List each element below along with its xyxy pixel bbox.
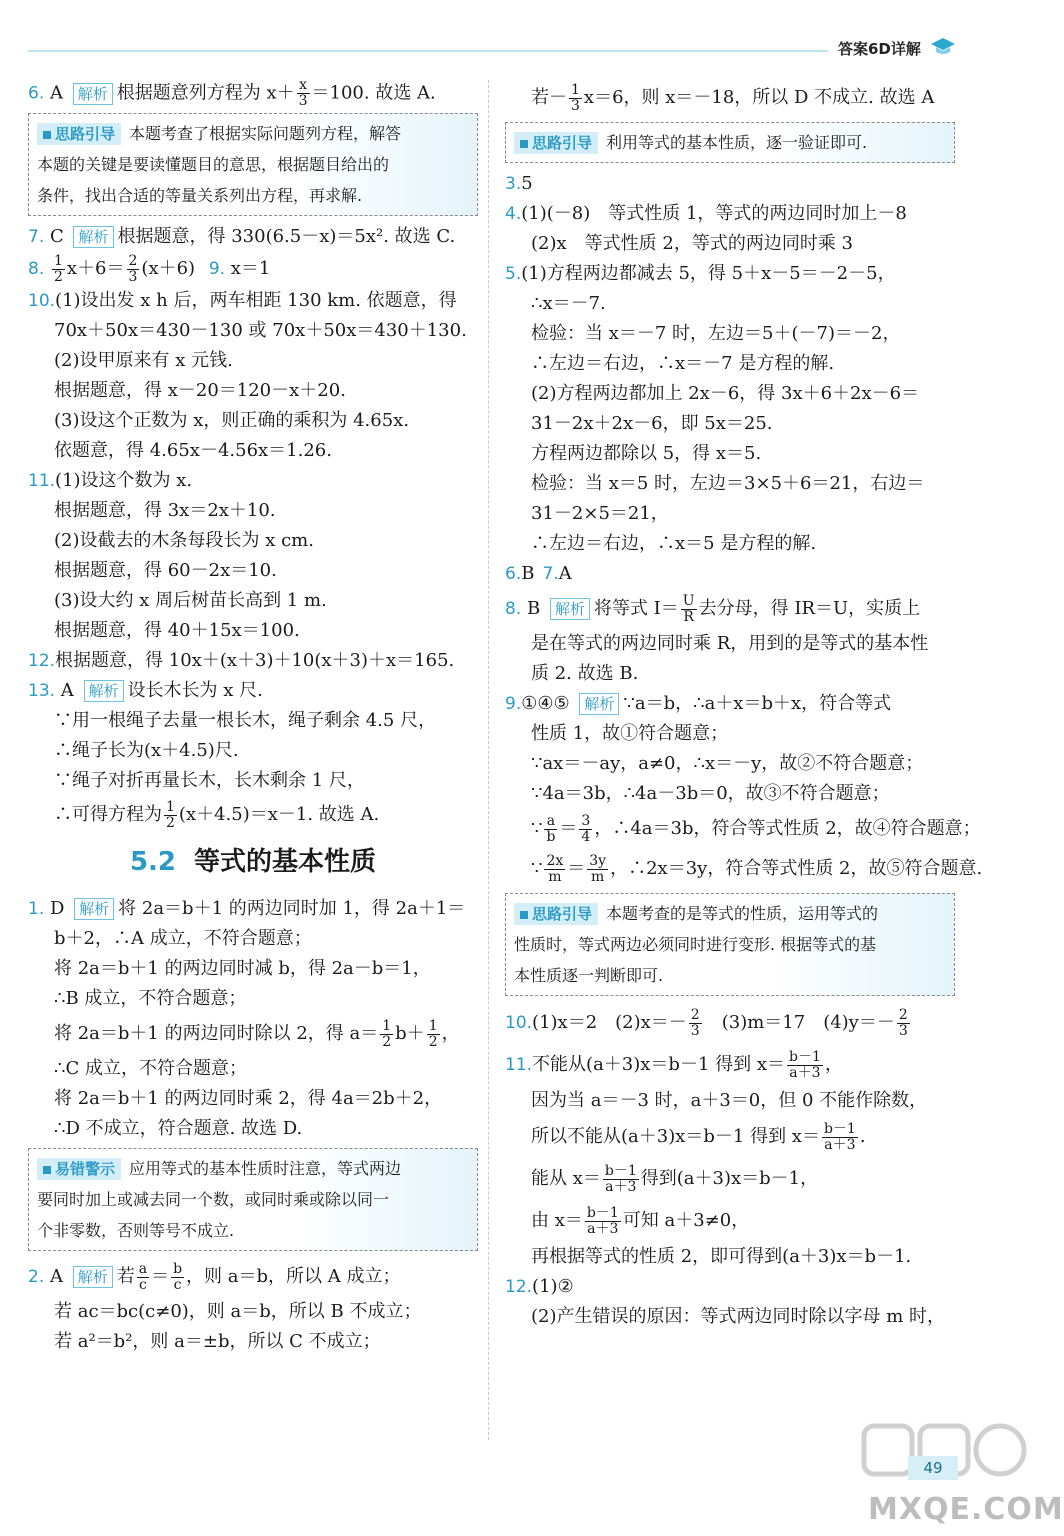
answer-7 [28, 222, 478, 252]
square-bullet-icon [520, 911, 528, 919]
question-number: 5. [505, 264, 522, 284]
tip-label [514, 132, 598, 154]
section-title-text: 等式的基本性质 [194, 847, 377, 877]
fraction [544, 854, 565, 885]
question-number: 8. [28, 259, 45, 279]
answer-text: x＝6，则 x＝－18，所以 D 不成立. 故选 A [583, 87, 935, 108]
answer-text: ∴x＝－7. [531, 293, 606, 314]
analysis-tag: 解析 [73, 226, 113, 248]
answer-12 [28, 646, 478, 676]
header-rule [28, 50, 828, 52]
analysis-tag: 解析 [579, 693, 619, 715]
answer-text: ∵ [531, 858, 543, 879]
answer-text: 31－2×5＝21， [531, 503, 669, 524]
numerator: 3 [581, 812, 591, 829]
question-number: 10. [505, 1013, 533, 1033]
left-column [28, 78, 478, 1357]
section-answer-2-continued [505, 78, 955, 118]
tip-text: 个非零数，否则等号不成立. [37, 1221, 235, 1240]
section-answer-3 [505, 169, 955, 199]
answer-choice: A [49, 1266, 63, 1287]
numerator: U [682, 592, 695, 609]
answer-10 [28, 286, 478, 466]
question-number: 7. [28, 227, 45, 247]
answer-text: 根据题意，得 330(6.5－x)＝5x². 故选 C. [117, 226, 456, 247]
answer-choice: C [49, 226, 64, 247]
answer-text: (2)设甲原来有 x 元钱. [54, 350, 233, 371]
fraction [587, 854, 608, 885]
denominator: m [591, 868, 605, 885]
question-number: 2. [28, 1267, 45, 1287]
answer-text: 能从 x＝ [531, 1168, 601, 1189]
answer-text: x＝1 [230, 258, 271, 279]
answer-text: 检验：当 x＝5 时，左边＝3×5＋6＝21，右边＝ [531, 473, 925, 494]
answer-text: 得到(a＋3)x＝b－1， [640, 1168, 819, 1189]
fraction [603, 1164, 639, 1195]
answer-choice: B [521, 563, 535, 584]
denominator: a＋3 [789, 1064, 821, 1081]
answer-text: 不能从(a＋3)x＝b－1 得到 x＝ [532, 1054, 785, 1075]
analysis-tag: 解析 [550, 598, 590, 620]
section-number: 5.2 [129, 847, 177, 877]
answer-text: (2)方程两边都加上 2x－6，得 3x＋6＋2x－6＝ [531, 383, 920, 404]
question-number: 13. [28, 681, 56, 701]
fraction [681, 594, 697, 625]
denominator: a＋3 [824, 1136, 856, 1153]
answer-text: ＝ [151, 1266, 170, 1287]
denominator: b [546, 828, 556, 845]
section-answer-8 [505, 589, 955, 689]
answer-text: ∴可得方程为 [54, 804, 162, 825]
square-bullet-icon [520, 140, 528, 148]
numerator: a [138, 1260, 148, 1277]
answer-text: ∴D 不成立，符合题意. 故选 D. [54, 1118, 303, 1139]
fraction [380, 1019, 393, 1050]
section-answer-10 [505, 1002, 955, 1044]
section-answer-2 [28, 1257, 478, 1357]
numerator: 1 [428, 1017, 438, 1034]
answer-text: (2)设截去的木条每段长为 x cm. [54, 530, 314, 551]
fraction [52, 254, 65, 285]
question-number: 8. [505, 599, 522, 619]
answer-text: ∴左边＝右边，∴x＝5 是方程的解. [531, 533, 817, 554]
answer-text: 31－2x＋2x－6，即 5x＝25. [531, 413, 773, 434]
answer-text: 5 [521, 173, 533, 194]
question-number: 1. [28, 899, 45, 919]
answer-text: ∵a＝b，∴a＋x＝b＋x，符合等式 [623, 693, 892, 714]
numerator: 2 [690, 1006, 700, 1023]
answer-choice: A [60, 680, 74, 701]
answer-text: x＋6＝ [66, 258, 125, 279]
answer-text: b＋ [395, 1023, 425, 1044]
fraction [787, 1050, 823, 1081]
fraction [171, 1262, 184, 1293]
numerator: b－1 [604, 1162, 637, 1179]
denominator: 3 [571, 97, 580, 114]
answer-text: ， [441, 1023, 460, 1044]
answer-choice: ①④⑤ [521, 693, 570, 714]
answer-text: 可知 a＋3≠0， [622, 1210, 750, 1231]
denominator: 2 [382, 1033, 392, 1050]
answer-text: ， [824, 1054, 843, 1075]
answer-text: (1)设出发 x h 后，两车相距 130 km. 依题意，得 [55, 290, 457, 311]
answer-text: 根据题意，得 3x＝2x＋10. [54, 500, 276, 521]
analysis-tag: 解析 [73, 1266, 113, 1288]
question-number: 7. [542, 564, 559, 584]
answer-choice: B [526, 598, 541, 619]
answer-text: (3)设这个正数为 x，则正确的乘积为 4.65x. [54, 410, 410, 431]
tip-text: 本性质逐一判断即可. [514, 966, 664, 985]
answer-text: b＋2，∴A 成立，不符合题意； [54, 928, 312, 949]
tip-text: 应用等式的基本性质时注意，等式两边 [129, 1159, 402, 1178]
question-number: 9. [505, 694, 522, 714]
answer-choice: A [558, 563, 572, 584]
square-bullet-icon [43, 1166, 51, 1174]
answer-text: 70x＋50x＝430－130 或 70x＋50x＝430＋130. [54, 320, 467, 341]
answer-text: ＝ [567, 858, 586, 879]
answer-text: (1)x＝2 (2)x＝－ [532, 1012, 687, 1033]
header-label: 答案6D详解 [838, 40, 921, 58]
tip-label-text: 易错警示 [55, 1160, 116, 1178]
answer-text: (1)方程两边都减去 5，得 5＋x－5＝－2－5， [521, 263, 896, 284]
question-number: 4. [505, 204, 522, 224]
graduation-cap-icon [930, 36, 956, 58]
answer-text: 检验：当 x＝－7 时，左边＝5＋(－7)＝－2， [531, 323, 901, 344]
answer-text: (3)设大约 x 周后树苗长高到 1 m. [54, 590, 327, 611]
answer-text: ∵绳子对折再量长木，长木剩余 1 尺， [54, 770, 365, 791]
question-number: 6. [28, 83, 45, 104]
fraction [427, 1019, 440, 1050]
denominator: a＋3 [587, 1220, 619, 1237]
answer-text: 根据题意，得 10x＋(x＋3)＋10(x＋3)＋x＝165. [55, 650, 455, 671]
numerator: x [297, 78, 310, 94]
denominator: c [173, 1276, 182, 1293]
fraction [164, 800, 177, 831]
answer-text: ∵用一根绳子去量一根长木，绳子剩余 4.5 尺， [54, 710, 437, 731]
answer-text: ＝100. 故选 A. [311, 82, 436, 104]
fraction [297, 78, 310, 109]
question-number: 11. [28, 471, 56, 491]
answer-text: ＝ [559, 818, 578, 839]
answer-text: 性质 1，故①符合题意； [531, 723, 729, 744]
question-number: 6. [505, 564, 522, 584]
question-number: 10. [28, 291, 56, 311]
answer-text: 若 a²＝b²，则 a＝±b，所以 C 不成立； [54, 1331, 381, 1352]
tip-label-text: 思路引导 [55, 125, 116, 143]
denominator: 3 [690, 1022, 700, 1039]
answer-text: 若 ac＝bc(c≠0)，则 a＝b，所以 B 不成立； [54, 1301, 422, 1322]
numerator: a [544, 814, 557, 830]
numerator: 1 [571, 81, 580, 98]
denominator: 3 [898, 1022, 908, 1039]
answer-text: 若－ [531, 87, 567, 108]
numerator: 2x [546, 852, 564, 869]
tip-text: 本题的关键是要读懂题目的意思，根据题目给出的 [37, 155, 390, 174]
answer-text: (1)设这个数为 x. [55, 470, 193, 491]
answer-text: 方程两边都除以 5，得 x＝5. [531, 443, 762, 464]
page-number: 49 [908, 1456, 958, 1480]
tip-text: 利用等式的基本性质，逐一验证即可. [606, 133, 868, 152]
tip-label [514, 903, 598, 925]
tip-text: 性质时，等式两边必须同时进行变形. 根据等式的基 [514, 935, 877, 954]
answer-text: (1)(－8) 等式性质 1，等式的两边同时加上－8 [521, 203, 907, 224]
answer-text: (3)m＝17 (4)y＝－ [703, 1012, 895, 1033]
numerator: 1 [382, 1017, 392, 1034]
answer-text: (x＋6) [141, 258, 196, 279]
answer-text: . [859, 1126, 866, 1147]
section-answer-9 [505, 689, 983, 889]
question-number: 3. [505, 174, 522, 194]
analysis-tag: 解析 [74, 898, 114, 920]
tip-box-thinking-guide [28, 113, 478, 216]
tip-label [37, 123, 121, 145]
fraction [579, 814, 592, 845]
answer-text: (2)x 等式性质 2，等式的两边同时乘 3 [531, 233, 853, 254]
denominator: 3 [128, 268, 138, 285]
fraction [585, 1206, 621, 1237]
answer-text: 是在等式的两边同时乘 R，用到的是等式的基本性 [531, 633, 929, 654]
answer-text: 依题意，得 4.65x－4.56x＝1.26. [54, 440, 332, 461]
answer-text: ∴C 成立，不符合题意； [54, 1058, 247, 1079]
question-number: 9. [208, 259, 226, 279]
fraction [689, 1008, 702, 1039]
answer-text: 根据题意列方程为 x＋ [116, 82, 295, 104]
question-number: 12. [505, 1277, 533, 1297]
tip-text: 本题考查的是等式的性质，运用等式的 [606, 904, 879, 923]
fraction [822, 1122, 858, 1153]
answer-6 [28, 78, 478, 109]
fraction [897, 1008, 910, 1039]
answer-text: 根据题意，得 40＋15x＝100. [54, 620, 300, 641]
answer-text: ∵ax＝－ay，a≠0，∴x＝－y，故②不符合题意； [531, 753, 924, 774]
tip-label-text: 思路引导 [532, 134, 593, 152]
answer-choice: D [49, 898, 65, 919]
answer-text: (2)产生错误的原因：等式两边同时除以字母 m 时， [531, 1306, 946, 1327]
answer-13 [28, 676, 478, 834]
answer-text: 去分母，得 IR＝U，实质上 [698, 598, 921, 619]
answer-text: 将 2a＝b＋1 的两边同时乘 2，得 4a＝2b＋2， [54, 1088, 443, 1109]
answer-text: 所以不能从(a＋3)x＝b－1 得到 x＝ [531, 1126, 820, 1147]
answer-text: 若 [116, 1266, 135, 1287]
question-number: 11. [505, 1055, 533, 1075]
numerator: 3y [589, 852, 607, 869]
denominator: c [138, 1276, 147, 1293]
answer-text: ，则 a＝b，所以 A 成立； [186, 1266, 401, 1287]
tip-text: 条件，找出合适的等量关系列出方程，再求解. [37, 186, 363, 205]
denominator: m [548, 868, 562, 885]
fraction [127, 254, 140, 285]
tip-label [37, 1158, 121, 1180]
answer-8-9 [28, 252, 478, 286]
tip-text: 要同时加上或减去同一个数，或同时乘或除以同一 [37, 1190, 390, 1209]
numerator: b－1 [789, 1048, 821, 1065]
section-answer-11 [505, 1044, 955, 1272]
square-bullet-icon [43, 131, 51, 139]
denominator: R [683, 608, 694, 625]
answer-text: 因为当 a＝－3 时，a＋3＝0，但 0 不能作除数， [531, 1090, 928, 1111]
tip-box-error-warning [28, 1148, 478, 1251]
answer-text: ∴绳子长为(x＋4.5)尺. [54, 740, 239, 761]
answer-text: 再根据等式的性质 2，即可得到(a＋3)x＝b－1. [531, 1246, 912, 1267]
numerator: 2 [128, 252, 138, 269]
answer-text: 根据题意，得 60－2x＝10. [54, 560, 277, 581]
answer-text: (1)② [532, 1276, 574, 1297]
answer-text: ∵4a＝3b，∴4a－3b＝0，故③不符合题意； [531, 783, 890, 804]
answer-11 [28, 466, 478, 646]
fraction [137, 1262, 149, 1293]
analysis-tag: 解析 [84, 680, 124, 702]
answer-text: 将等式 I＝ [593, 598, 679, 619]
section-answer-1 [28, 894, 478, 1144]
denominator: 3 [298, 93, 308, 109]
answer-text: 将 2a＝b＋1 的两边同时加 1，得 2a＋1＝ [118, 898, 466, 919]
answer-text: ，∴2x＝3y，符合等式性质 2，故⑤符合题意. [610, 858, 983, 879]
analysis-tag: 解析 [73, 83, 113, 105]
numerator: b－1 [823, 1120, 856, 1137]
tip-label-text: 思路引导 [532, 905, 593, 923]
denominator: 2 [166, 814, 175, 831]
denominator: 2 [53, 268, 63, 285]
tip-box-thinking-guide [505, 122, 955, 163]
fraction [569, 83, 582, 114]
tip-box-thinking-guide [505, 893, 955, 996]
answer-choice: A [49, 82, 63, 104]
fraction [544, 814, 557, 845]
numerator: 1 [53, 252, 63, 269]
question-number: 12. [28, 651, 56, 671]
answer-text: ∴左边＝右边，∴x＝－7 是方程的解. [531, 353, 835, 374]
tip-text: 本题考查了根据实际问题列方程，解答 [129, 124, 402, 143]
denominator: 2 [428, 1033, 438, 1050]
section-answer-12 [505, 1272, 955, 1332]
numerator: 2 [898, 1006, 908, 1023]
answer-text: 由 x＝ [531, 1210, 583, 1231]
answer-text: 将 2a＝b＋1 的两边同时减 b，得 2a－b＝1， [54, 958, 431, 979]
section-title [28, 844, 478, 880]
section-answer-6-7 [505, 559, 955, 589]
answer-text: ∵ [531, 818, 543, 839]
watermark-text: MXQE.COM [868, 1492, 1064, 1527]
numerator: 1 [166, 798, 175, 815]
section-answer-5 [505, 259, 955, 559]
answer-text: ，∴4a＝3b，符合等式性质 2，故④符合题意； [594, 818, 981, 839]
numerator: b [173, 1260, 183, 1277]
answer-text: (x＋4.5)＝x－1. 故选 A. [178, 804, 380, 825]
right-column [505, 78, 983, 1332]
answer-text: 质 2. 故选 B. [531, 663, 639, 684]
denominator: 4 [581, 828, 591, 845]
answer-text: ∴B 成立，不符合题意； [54, 988, 247, 1009]
denominator: a＋3 [605, 1178, 637, 1195]
column-divider [488, 80, 489, 1440]
answer-text: 根据题意，得 x－20＝120－x＋20. [54, 380, 346, 401]
answer-text: 设长木长为 x 尺. [127, 680, 263, 701]
section-answer-4 [505, 199, 955, 259]
answer-text: 将 2a＝b＋1 的两边同时除以 2，得 a＝ [54, 1023, 379, 1044]
numerator: b－1 [586, 1204, 619, 1221]
